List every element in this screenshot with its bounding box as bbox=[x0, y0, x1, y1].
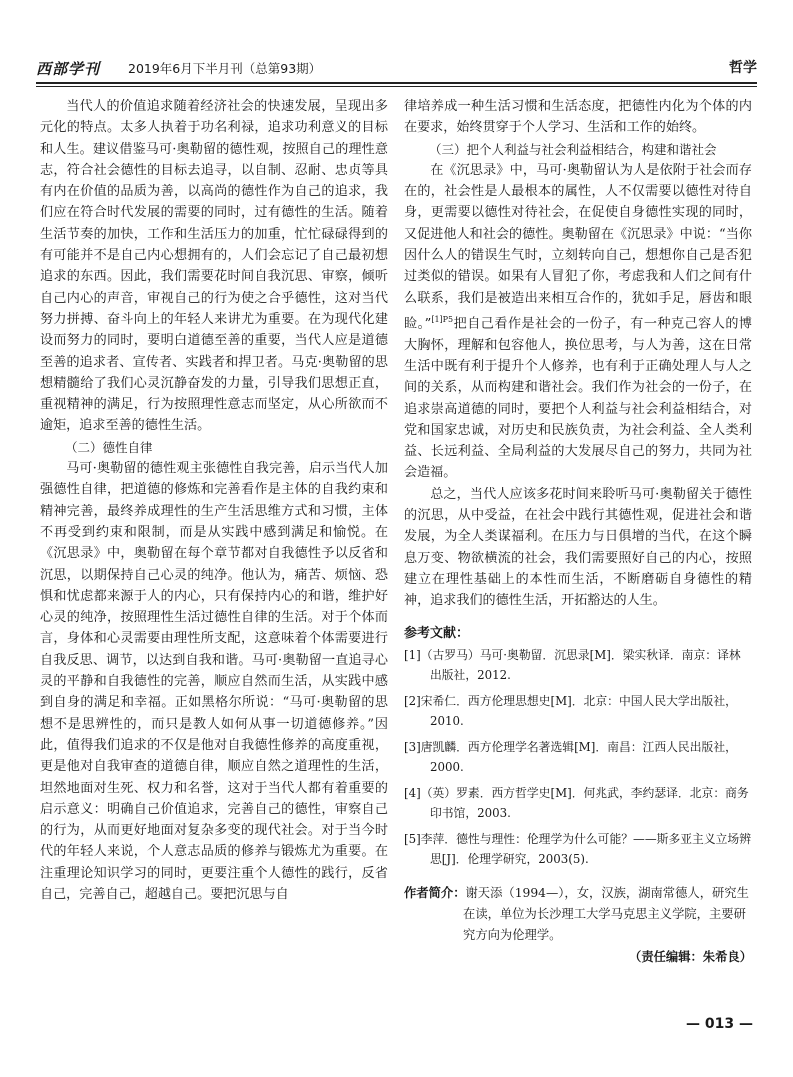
issue-info: 2019年6月下半月刊（总第93期） bbox=[128, 61, 322, 76]
author-bio bbox=[404, 883, 752, 946]
paragraph-continuation: 律培养成一种生活习惯和生活态度，把德性内化为个体的内在要求，始终贯穿于个人学习、生活和工作的始终。 bbox=[404, 99, 752, 136]
responsible-editor: （责任编辑：朱希良） bbox=[629, 950, 752, 965]
journal-logo: 西部学刊 bbox=[36, 60, 101, 78]
reference-item: [5]李萍．德性与理性：伦理学为什么可能？——斯多亚主义立场辨思[J]．伦理学研究，2003(5). bbox=[404, 832, 752, 867]
author-bio-label: 作者简介： bbox=[404, 886, 466, 901]
header-rule-thin bbox=[36, 86, 757, 87]
citation-marker: [1]P5 bbox=[431, 314, 454, 324]
paragraph-self-discipline: 马可·奥勒留的德性观主张德性自我完善，启示当代人加强德性自律，把道德的修炼和完善看作是主体的自我约束和精神完善，最终养成理性的生产生活思维方式和习惯，主体不再受到约束和限制，而是从实践中感到满足和愉悦。在《沉思录》中，奥勒留在每个章节都对自我德性予以反省和沉思，以期保持自己心灵的纯净。他认为，痛苦、烦恼、恐惧和忧虑都来源于人的内心，只有保持内心的和谐，维护好心灵的纯净，按照理性生活过德性自律的生活。对于个体而言，身体和心灵需要由理性所支配，这意味着个体需要进行自我反思、调节，以达到自我和谐。马可·奥勒留一直追寻心灵的平静和自我德性的完善，顺应自然而生活，从实践中感到自身的满足和幸福。正如黑格尔所说：“马可·奥勒留的思想不是思辨性的，而只是教人如何从事一切道德修养。”因此，值得我们追求的不仅是他对自我德性修养的高度重视，更是他对自我审查的道德自律，顺应自然之道理性的生活，坦然地面对生死、权力和名誉，这对于当代人都有着重要的启示意义：明确自己价值追求，完善自己的德性，审察自己的行为，从而更好地面对复杂多变的现代社会。对于当今时代的年轻人来说，个人意志品质的修养与锻炼尤为重要。在注重理论知识学习的同时，更要注重个人德性的践行，反省自己，完善自己，超越自己。要把沉思与自 bbox=[40, 461, 388, 902]
section-label: 哲学 bbox=[729, 60, 757, 76]
header-rule-thick bbox=[36, 82, 757, 84]
subheading-virtue-self-discipline: （二）德性自律 bbox=[65, 439, 153, 455]
paragraph-social-interest bbox=[404, 160, 752, 484]
subheading-harmonious-society: （三）把个人利益与社会利益相结合，构建和谐社会 bbox=[429, 141, 717, 157]
right-column bbox=[404, 96, 752, 968]
reference-item: [3]唐凯麟．西方伦理学名著选辑[M]．南昌：江西人民出版社，2000. bbox=[404, 740, 737, 775]
paragraph-conclusion: 总之，当代人应该多花时间来聆听马可·奥勒留关于德性的沉思，从中受益，在社会中践行其德性观，促进社会和谐发展，为全人类谋福利。在压力与日俱增的当代，在这个瞬息万变、物欲横流的社会，我们需要照好自己的内心，按照建立在理性基础上的本性而生活，不断磨砺自身德性的精神，追求我们的德性生活，开拓豁达的人生。 bbox=[404, 486, 752, 609]
left-column bbox=[40, 96, 388, 905]
reference-item: [4]（英）罗素．西方哲学史[M]．何兆武，李约瑟译．北京：商务印书馆，2003. bbox=[404, 786, 749, 821]
running-header bbox=[36, 58, 757, 80]
reference-item: [1]（古罗马）马可·奥勒留．沉思录[M]．梁实秋译．南京：译林出版社，2012. bbox=[404, 648, 741, 683]
page-number: — 013 — bbox=[686, 1016, 753, 1032]
paragraph-social-interest-b: 把自己看作是社会的一份子，有一种克己容人的博大胸怀，理解和包容他人，换位思考，与人为善，这在日常生活中既有利于提升个人修养，也有利于正确处理人与人之间的关系，从而构建和谐社会。我们作为社会的一份子，在追求崇高道德的同时，要把个人利益与社会利益相结合，对党和国家忠诚，对历史和民族负责，为社会利益、全人类利益、长远利益、全局利益的大发展尽自己的努力，共同为社会造福。 bbox=[404, 316, 753, 481]
paragraph-social-interest-a: 在《沉思录》中，马可·奥勒留认为人是依附于社会而存在的，社会性是人最根本的属性，人不仅需要以德性对待自身，更需要以德性对待社会，在促使自身德性实现的同时，又促进他人和社会的德性。奥勒留在《沉思录》中说：“当你因什么人的错误生气时，立刻转向自己，想想你自己是否犯过类似的错误。如果有人冒犯了你，考虑我和人们之间有什么联系，我们是被造出来相互合作的，犹如手足，唇齿和眼睑。” bbox=[404, 162, 752, 332]
paragraph-value-pursuit: 当代人的价值追求随着经济社会的快速发展，呈现出多元化的特点。太多人执着于功名利禄，追求功利意义的目标和人生。建议借鉴马可·奥勒留的德性观，按照自己的理性意志，符合社会德性的目标去追寻，以自制、忍耐、忠贞等具有内在价值的品质为善，以高尚的德性作为自己的追求，我们应在符合时代发展的需要的同时，过有德性的生活。随着生活节奏的加快，工作和生活压力的加重，忙忙碌碌得到的有可能并不是自己内心想拥有的，人们会忘记了自己最初想追求的东西。因此，我们需要花时间自我沉思、审察，倾听自己内心的声音，审视自己的行为使之合乎德性，这对当代努力拼搏、奋斗向上的年轻人来讲尤为重要。在为现代化建设而努力的同时，要明白道德至善的重要，当代人应是道德至善的追求者、宣传者、实践者和捍卫者。马克·奥勒留的思想精髓给了我们心灵沉静奋发的力量，引导我们思想正直，重视精神的满足，行为按照理性意志而坚定，从心所欲而不逾矩，追求至善的德性生活。 bbox=[40, 99, 388, 434]
references-title: 参考文献： bbox=[404, 626, 470, 642]
reference-item: [2]宋希仁．西方伦理思想史[M]．北京：中国人民大学出版社，2010. bbox=[404, 694, 737, 729]
author-bio-text: 谢天添（1994—），女，汉族，湖南常德人，研究生在读，单位为长沙理工大学马克思主义学院，主要研究方向为伦理学。 bbox=[463, 886, 749, 943]
